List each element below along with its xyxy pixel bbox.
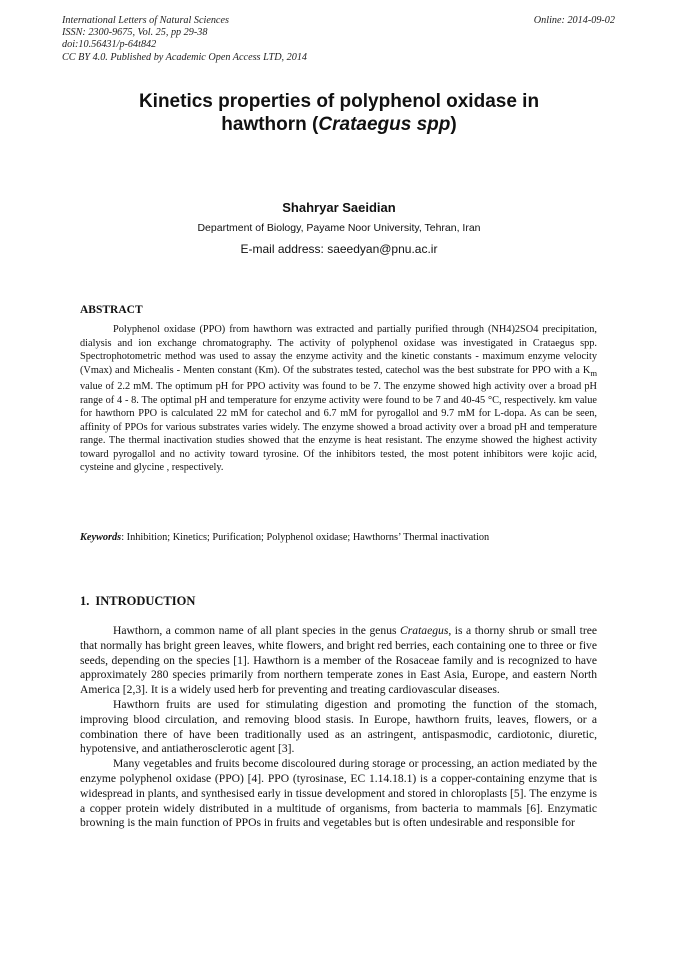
issn-line: ISSN: 2300-9675, Vol. 25, pp 29-38 <box>62 27 208 39</box>
genus-name: Crataegus <box>400 624 449 637</box>
online-date: Online: 2014-09-02 <box>533 15 615 26</box>
paper-title <box>60 90 618 136</box>
author-email[interactable]: E-mail address: saeedyan@pnu.ac.ir <box>240 242 438 256</box>
intro-paragraph-3: Many vegetables and fruits become discoloured during storage or processing, an action mediated by the enzyme polyphenol oxidase (PPO) [4]. PPO (tyrosinase, EC 1.14.18.1) is a copper-containing enzyme that is widespread in plants, and synthesised early in tissue development and stored in chloroplasts [5]. The enzyme is a copper protein widely distributed in a multitude of organisms, from bacteria to mammals [6]. Enzymatic browning is the main function of PPOs in fruits and vegetables but is often undesirable and responsible for <box>80 757 597 830</box>
intro-p1-text: Hawthorn, a common name of all plant species in the genus <box>113 624 401 637</box>
title-text-end: ) <box>450 114 457 135</box>
section-number: 1. <box>80 594 90 608</box>
abstract-text-1: Polyphenol oxidase (PPO) from hawthorn was extracted and partially purified through (NH4)2SO4 precipitation, dialysis and ion exchange chromatography. The activity of polyphenol oxidase was investigated in Crataegus spp. Spectrophotometric method was used to assay the enzyme activity and the kinetic constants - maximum enzyme velocity (Vmax) and Michealis - Menten constant (Km). Of the substrates tested, catechol was the best substrate for PPO with a K <box>80 324 597 376</box>
intro-paragraph-1 <box>80 624 597 698</box>
title-line-2 <box>60 113 618 136</box>
running-header <box>62 15 615 64</box>
introduction-body <box>80 624 597 831</box>
title-text: hawthorn ( <box>221 114 319 135</box>
keywords-text: : Inhibition; Kinetics; Purification; Polyphenol oxidase; Hawthorns’ Thermal inactivation <box>121 532 490 543</box>
author-name: Shahryar Saeidian <box>282 200 396 215</box>
journal-name: International Letters of Natural Sciences <box>62 15 229 26</box>
title-species: Crataegus spp <box>318 114 451 135</box>
abstract-body <box>80 323 597 475</box>
km-subscript: m <box>590 367 597 378</box>
intro-paragraph-2: Hawthorn fruits are used for stimulating digestion and promoting the function of the stomach, improving blood circulation, and removing blood stasis. In Europe, hawthorn fruits, leaves, flowers, or a combination there of have been traditionally used as an astringent, antispasmodic, cardiotonic, diuretic, hypotensive, and antiatherosclerotic agent [3]. <box>80 697 597 756</box>
title-line-1: Kinetics properties of polyphenol oxidase in <box>138 91 540 112</box>
abstract-heading: ABSTRACT <box>80 304 143 316</box>
section-heading <box>80 594 195 609</box>
section-title: INTRODUCTION <box>95 594 196 608</box>
intro-p1-text-cont: , is a thorny shrub or small tree that normally has bright green leaves, white flowers, and bright red berries, each containing one to three or five seeds, depending on the species [1]. Hawthorn is a member of the Rosaceae family and is recognized to have approximately 280 species primarily from northern temperate zones in East Asia, Europe, and eastern North America [2,3]. It is a widely used herb for preventing and treating cardiovascular diseases. <box>80 624 597 697</box>
doi-line[interactable]: doi:10.56431/p-64t842 <box>62 39 157 51</box>
license-line: CC BY 4.0. Published by Academic Open Access LTD, 2014 <box>62 51 308 63</box>
author-affiliation: Department of Biology, Payame Noor University, Tehran, Iran <box>197 222 481 234</box>
abstract-text-2: value of 2.2 mM. The optimum pH for PPO activity was found to be 7. The enzyme showed high activity over a broad pH range of 4 - 8. The optimal pH and temperature for enzyme activity were found to be 7 and 40-45 °C, respectively. km value for hawthorn PPO is calculated 22 mM for catechol and 6.7 mM for pyrogallol and 9.7 mM for L-dopa. As can be seen, affinity of PPOs for various substrates varies widely. The enzyme showed a broad activity over a broad pH and temperature range. The thermal inactivation studies showed that the enzyme is heat resistant. The enzyme showed the highest activity toward pyrogallol and no activity toward tyrosine. Of the inhibitors tested, the most potent inhibitors were kojic acid, cysteine and glycine , respectively. <box>80 381 597 474</box>
keywords-line <box>80 531 597 544</box>
journal-info <box>62 15 615 64</box>
keywords-label: Keywords <box>80 532 122 543</box>
